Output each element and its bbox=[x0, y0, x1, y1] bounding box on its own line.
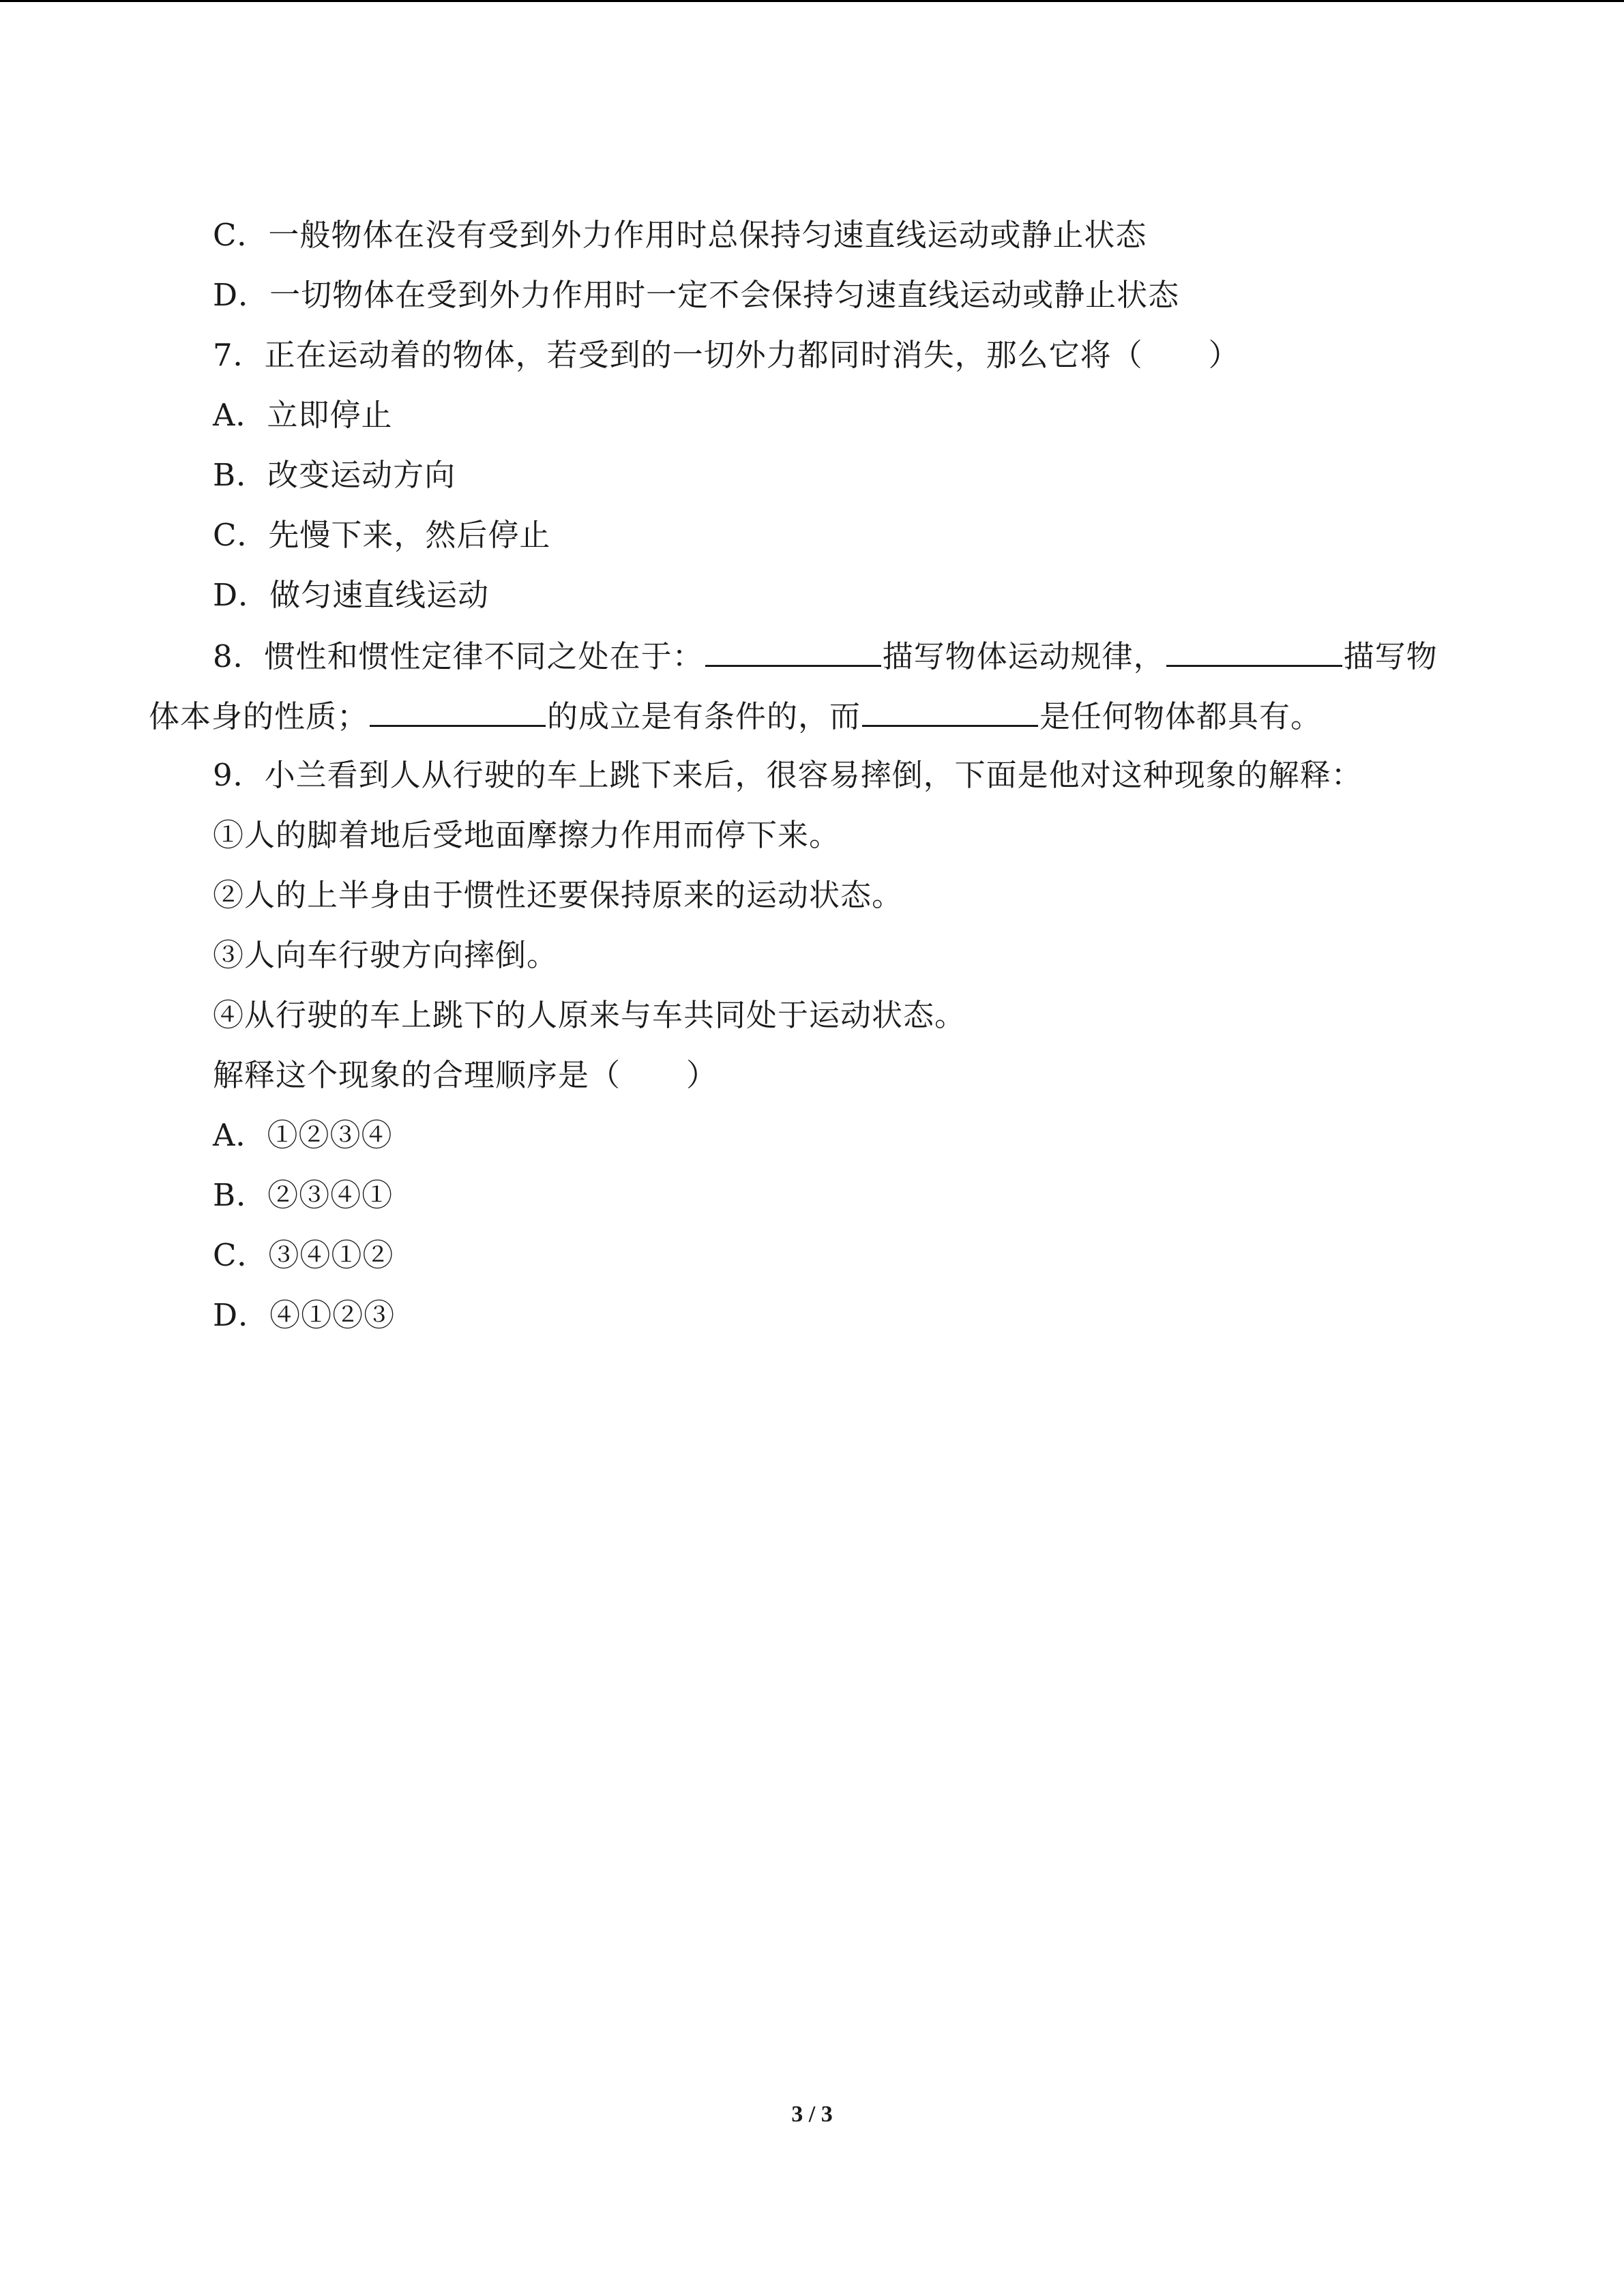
q9-stem: 9．小兰看到人从行驶的车上跳下来后，很容易摔倒，下面是他对这种现象的解释： bbox=[213, 757, 1363, 793]
q9-option-d: D．④①②③ bbox=[213, 1297, 396, 1333]
q8-text-6: 是任何物体都具有。 bbox=[1039, 698, 1323, 734]
q8-text-3: 描写物 bbox=[1343, 638, 1438, 674]
q9-statement-3: ③人向车行驶方向摔倒。 bbox=[213, 937, 559, 973]
q8-text-4: 体本身的性质； bbox=[149, 698, 369, 734]
fill-blank-1 bbox=[705, 635, 881, 667]
q7-option-d: D．做匀速直线运动 bbox=[213, 577, 490, 613]
q9-option-b: B．②③④① bbox=[213, 1177, 394, 1213]
q9-statement-4: ④从行驶的车上跳下的人原来与车共同处于运动状态。 bbox=[213, 997, 966, 1033]
fill-blank-2 bbox=[1166, 635, 1342, 667]
q9-question-text: 解释这个现象的合理顺序是（ bbox=[213, 1057, 621, 1093]
q7-stem bbox=[213, 335, 1240, 376]
q9-question bbox=[213, 1055, 718, 1096]
q9-statement-2: ②人的上半身由于惯性还要保持原来的运动状态。 bbox=[213, 877, 904, 913]
q7-option-c: C．先慢下来，然后停止 bbox=[213, 517, 551, 553]
q9-option-c: C．③④①② bbox=[213, 1237, 394, 1273]
q9-question-close: ） bbox=[686, 1057, 718, 1093]
q7-stem-text: 7．正在运动着的物体，若受到的一切外力都同时消失，那么它将（ bbox=[213, 337, 1143, 373]
q7-option-a: A．立即停止 bbox=[213, 397, 393, 433]
q6-option-d: D．一切物体在受到外力作用时一定不会保持匀速直线运动或静止状态 bbox=[213, 277, 1180, 313]
page-number: 3 / 3 bbox=[791, 2102, 833, 2127]
q9-statement-1: ①人的脚着地后受地面摩擦力作用而停下来。 bbox=[213, 817, 841, 853]
q8-text-5: 的成立是有条件的，而 bbox=[547, 698, 861, 734]
q7-stem-close: ） bbox=[1208, 337, 1240, 373]
q8-text-1: 8．惯性和惯性定律不同之处在于： bbox=[213, 638, 704, 674]
q9-option-a: A．①②③④ bbox=[213, 1117, 393, 1153]
q6-option-c: C．一般物体在没有受到外力作用时总保持匀速直线运动或静止状态 bbox=[213, 217, 1147, 253]
q8-line-1 bbox=[213, 635, 1438, 677]
top-border bbox=[0, 0, 1624, 2]
fill-blank-3 bbox=[370, 695, 546, 727]
q8-text-2: 描写物体运动规律， bbox=[882, 638, 1165, 674]
q8-line-2 bbox=[149, 695, 1322, 737]
q7-option-b: B．改变运动方向 bbox=[213, 457, 456, 493]
fill-blank-4 bbox=[862, 695, 1038, 727]
